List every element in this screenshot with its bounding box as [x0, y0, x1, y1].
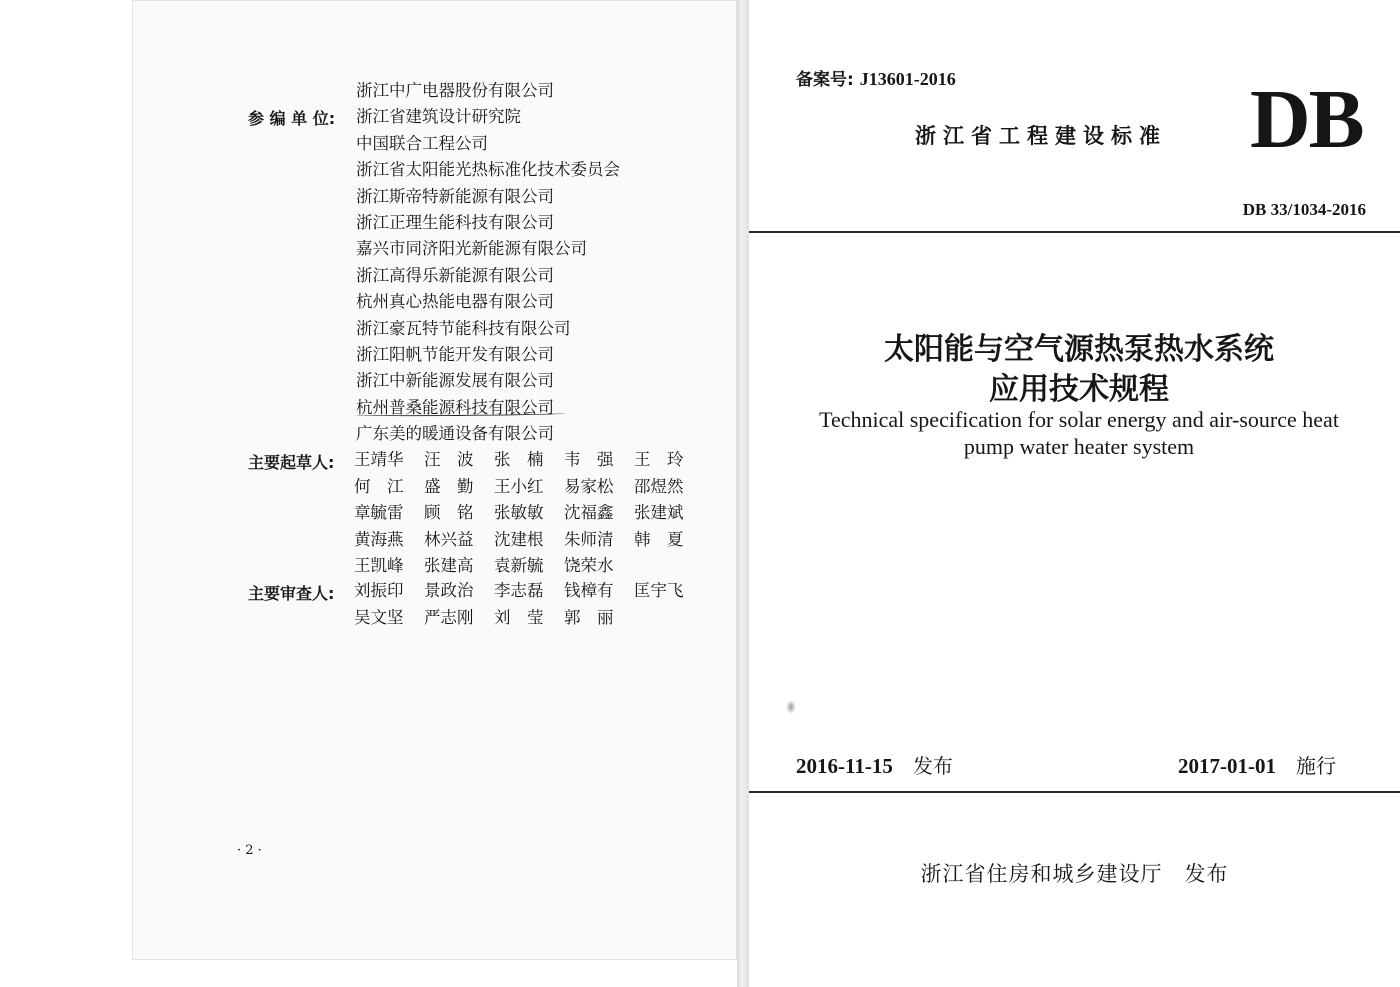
- drafter-name: 王凯峰: [354, 556, 404, 575]
- drafter-name: 何 江: [354, 476, 404, 496]
- reviewer-name: 刘 莹: [494, 607, 544, 627]
- unit-item: 浙江阳帆节能开发有限公司: [356, 344, 554, 364]
- drafter-name: 张 楠: [494, 450, 544, 469]
- drafter-name: 易家松: [564, 476, 614, 496]
- publisher: 浙江省住房和城乡建设厅 发布: [920, 862, 1229, 886]
- implement-label: 施行: [1296, 754, 1336, 778]
- drafter-name: 顾 铭: [424, 503, 474, 522]
- filing-prefix: 备案号:: [796, 70, 854, 90]
- drafter-name: 章毓雷: [354, 503, 404, 522]
- issue-date-value: 2016-11-15: [796, 754, 893, 778]
- filing-number: [796, 65, 956, 90]
- drafter-name: 汪 波: [424, 450, 474, 469]
- reviewer-name: 刘振印: [354, 581, 404, 600]
- book-gutter: [737, 0, 749, 987]
- drafter-name: 黄海燕: [354, 529, 404, 549]
- unit-item: 浙江高得乐新能源有限公司: [356, 265, 554, 285]
- bottom-rule: [749, 791, 1400, 793]
- reviewer-name: 钱樟有: [564, 581, 614, 600]
- issue-date: [796, 750, 953, 779]
- unit-item: 浙江斯帝特新能源有限公司: [356, 186, 554, 206]
- reviewer-name: 景政治: [424, 581, 474, 600]
- drafter-name: 王 玲: [634, 450, 684, 469]
- drafter-name: 朱师清: [564, 529, 614, 549]
- unit-item: 杭州真心热能电器有限公司: [356, 292, 554, 312]
- unit-item: 中国联合工程公司: [356, 133, 488, 153]
- implement-date-value: 2017-01-01: [1178, 754, 1276, 778]
- unit-item: 杭州普桑能源科技有限公司: [356, 397, 554, 417]
- unit-item: 浙江正理生能科技有限公司: [356, 212, 554, 232]
- title-zh-line2: 应用技术规程: [989, 372, 1169, 407]
- issue-label: 发布: [912, 754, 953, 778]
- implement-date: [1178, 750, 1336, 779]
- unit-item: 浙江中新能源发展有限公司: [356, 371, 554, 391]
- drafter-name: 盛 勤: [424, 476, 474, 496]
- reviewer-name: 匡宇飞: [634, 581, 684, 600]
- scan-margin: [0, 0, 132, 987]
- unit-item: 广东美的暖通设备有限公司: [356, 424, 554, 444]
- drafter-name: 王小红: [494, 476, 544, 496]
- drafter-name: 韦 强: [564, 450, 614, 469]
- reviewer-name: 吴文坚: [354, 607, 404, 627]
- filing-code: J13601-2016: [859, 69, 956, 89]
- participating-units-label: 参 编 单 位:: [248, 109, 336, 128]
- top-rule: [749, 231, 1400, 233]
- title-en-line2: pump water heater system: [963, 434, 1195, 459]
- unit-item: 浙江省建筑设计研究院: [356, 107, 521, 127]
- reviewer-name: 郭 丽: [564, 607, 614, 627]
- unit-item: 浙江豪瓦特节能科技有限公司: [356, 318, 571, 338]
- drafter-name: 张建高: [424, 556, 474, 575]
- standard-code: DB 33/1034-2016: [1242, 200, 1366, 219]
- drafter-name: 张敏敏: [494, 503, 544, 522]
- db-logo: DB: [1250, 73, 1363, 166]
- drafter-name: 林兴益: [424, 529, 474, 549]
- drafter-name: 饶荣水: [564, 556, 614, 575]
- scan-spot: [786, 700, 796, 714]
- drafter-name: 沈福鑫: [564, 503, 614, 522]
- title-en-line1: Technical specification for solar energy and air-source heat: [819, 407, 1339, 432]
- standard-label: 浙江省工程建设标准: [915, 124, 1167, 148]
- drafter-name: 张建斌: [634, 503, 684, 522]
- drafters-grid: [354, 447, 704, 580]
- drafter-name: 邵煜然: [634, 476, 684, 496]
- unit-list: [356, 78, 620, 447]
- unit-item: 嘉兴市同济阳光新能源有限公司: [356, 239, 587, 259]
- drafter-name: 沈建根: [494, 529, 544, 549]
- drafter-name: 韩 夏: [634, 529, 684, 549]
- first-unit: 浙江中广电器股份有限公司: [356, 81, 554, 100]
- drafters-label: 主要起草人:: [248, 453, 335, 472]
- reviewers-grid: [354, 578, 704, 631]
- title-zh-line1: 太阳能与空气源热泵热水系统: [884, 332, 1274, 367]
- drafter-name: 袁新毓: [494, 556, 544, 575]
- reviewer-name: 严志刚: [424, 607, 474, 627]
- reviewer-name: 李志磊: [494, 581, 544, 600]
- reviewers-label: 主要审查人:: [248, 584, 335, 603]
- unit-item: 浙江省太阳能光热标准化技术委员会: [356, 160, 620, 180]
- page-number: · 2 ·: [237, 843, 262, 858]
- drafter-name: 王靖华: [354, 450, 404, 469]
